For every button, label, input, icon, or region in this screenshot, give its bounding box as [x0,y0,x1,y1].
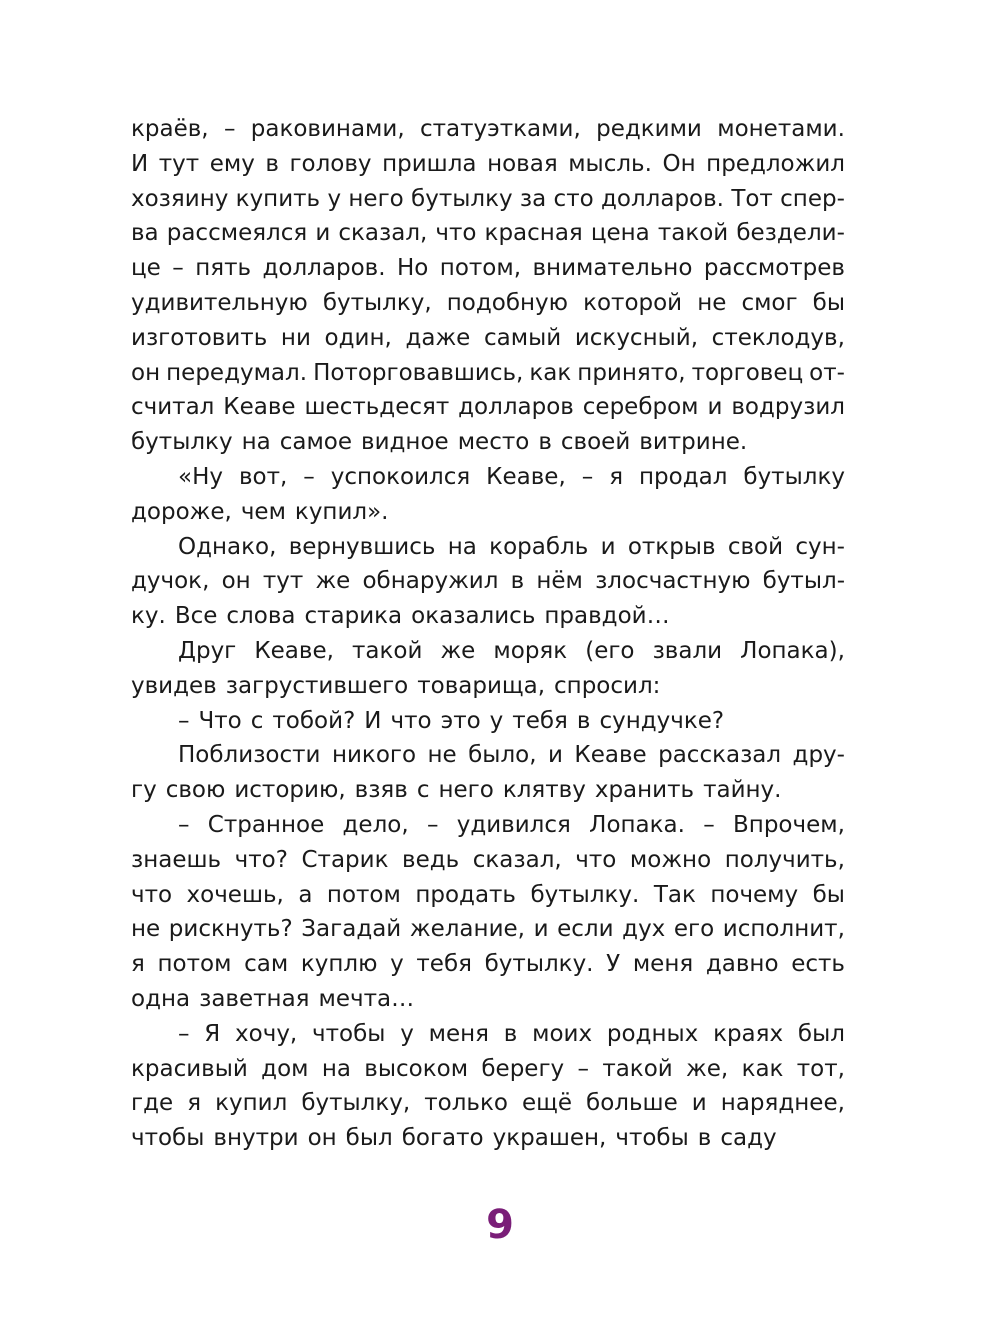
text-line: хозяину купить у него бутылку за сто долларов. Тот спер- [131,185,845,212]
text-line: гу свою историю, взяв с него клятву хранить тайну. [131,777,782,804]
page-number: 9 [486,1202,514,1248]
text-line: я потом сам куплю у тебя бутылку. У меня давно есть [131,951,845,978]
text-line: где я купил бутылку, только ещё больше и наряднее, [131,1090,845,1117]
text-line: Поблизости никого не было, и Кеаве рассказал дру- [178,742,845,769]
text-line: – Что с тобой? И что это у тебя в сундучке? [178,707,725,734]
text-line: И тут ему в голову пришла новая мысль. Он предложил [131,150,845,177]
text-line: Однако, вернувшись на корабль и открыв свой сун- [178,533,845,560]
text-line: что хочешь, а потом продать бутылку. Так почему бы [131,881,845,908]
text-line: увидев загрустившего товарища, спросил: [131,672,661,699]
text-line: дучок, он тут же обнаружил в нём злосчастную бутыл- [131,568,845,595]
text-line: – Странное дело, – удивился Лопака. – Впрочем, [178,811,845,838]
text-line: це – пять долларов. Но потом, внимательно рассмотрев [131,255,845,282]
text-line: бутылку на самое видное место в своей витрине. [131,429,748,456]
text-line: знаешь что? Старик ведь сказал, что можно получить, [131,846,845,873]
text-line: удивительную бутылку, подобную которой не смог бы [131,289,845,316]
text-line: он передумал. Поторговавшись, как принято, торговец от- [131,359,845,386]
text-line: Друг Кеаве, такой же моряк (его звали Лопака), [178,637,845,664]
text-line: краёв, – раковинами, статуэтками, редкими монетами. [131,116,845,142]
text-line: ва рассмеялся и сказал, что красная цена такой бездели- [131,220,845,247]
text-line: красивый дом на высоком берегу – такой же, как тот, [131,1055,845,1082]
text-line: «Ну вот, – успокоился Кеаве, – я продал бутылку [178,463,845,490]
text-line: считал Кеаве шестьдесят долларов серебром и водрузил [131,394,845,421]
text-line: изготовить ни один, даже самый искусный, стеклодув, [131,324,845,351]
text-line: одна заветная мечта… [131,985,415,1012]
text-line: дороже, чем купил». [131,498,389,525]
body-text [131,112,845,1156]
text-line: – Я хочу, чтобы у меня в моих родных краях был [178,1020,845,1047]
text-line: чтобы внутри он был богато украшен, чтобы в саду [131,1125,777,1152]
text-line: ку. Все слова старика оказались правдой… [131,603,670,630]
text-line: не рискнуть? Загадай желание, и если дух его исполнит, [131,916,845,943]
